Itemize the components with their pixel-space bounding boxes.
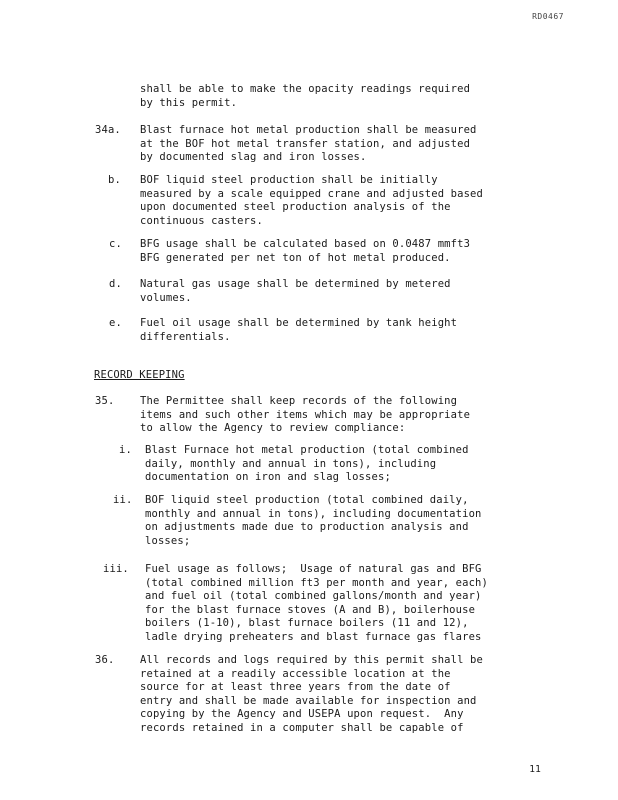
text-line: differentials. [140,330,231,343]
item-34a-text [140,124,530,165]
item-34c-label: c. [109,238,122,250]
text-line: at the BOF hot metal transfer station, and adjusted [140,137,471,150]
text-line: Blast Furnace hot metal production (total combined [145,444,469,456]
text-line: continuous casters. [140,214,263,227]
text-line: source for at least three years from the date of [140,681,451,693]
text-line: by documented slag and iron losses. [140,151,367,163]
text-line: and fuel oil (total combined gallons/month and year) [145,590,482,602]
item-i-text [145,444,530,485]
item-34b-text [140,174,530,228]
text-line: (total combined million ft3 per month and year, each) [145,576,488,589]
text-line: items and such other items which may be appropriate [140,408,471,421]
text-line: entry and shall be made available for inspection and [140,694,477,707]
item-35-text [140,395,530,436]
text-line: BFG generated per net ton of hot metal produced. [140,251,451,264]
item-i-label: i. [119,444,132,456]
text-line: on adjustments made due to production analysis and [145,521,469,533]
text-line: BOF liquid steel production (total combined daily, [145,494,469,506]
document-reference-number: RD0467 [532,12,564,21]
item-34e-text [140,317,530,344]
text-line: upon documented steel production analysis of the [140,201,451,213]
text-line: ladle drying preheaters and blast furnace gas flares [145,630,482,643]
text-line: records retained in a computer shall be capable of [140,721,464,734]
text-line: retained at a readily accessible location at the [140,667,451,680]
text-line: monthly and annual in tons), including documentation [145,507,482,520]
text-line: copying by the Agency and USEPA upon request. Any [140,708,464,720]
text-line: volumes. [140,291,192,304]
text-line: boilers (1-10), blast furnace boilers (11 and 12), [145,617,469,629]
item-34b-label: b. [108,174,121,186]
item-34e-label: e. [109,317,122,329]
intro-paragraph [140,83,530,110]
text-line: daily, monthly and annual in tons), including [145,457,437,470]
text-line: Natural gas usage shall be determined by metered [140,278,451,290]
text-line: Fuel usage as follows; Usage of natural gas and BFG [145,563,482,575]
item-iii-label: iii. [103,563,129,575]
text-line: by this permit. [140,96,238,109]
item-ii-text [145,494,530,548]
record-keeping-heading: RECORD KEEPING [94,369,185,381]
item-36-text [140,654,530,735]
page-number: 11 [529,764,541,775]
item-36-label: 36. [95,654,115,666]
text-line: BFG usage shall be calculated based on 0.0487 mmft3 [140,238,471,250]
item-iii-text [145,563,530,644]
text-line: All records and logs required by this permit shall be [140,654,483,666]
item-34d-text [140,278,530,305]
text-line: losses; [145,534,191,547]
item-34c-text [140,238,530,265]
text-line: The Permittee shall keep records of the following [140,395,458,407]
item-ii-label: ii. [113,494,133,506]
text-line: BOF liquid steel production shall be initially [140,174,438,186]
text-line: Fuel oil usage shall be determined by tank height [140,317,458,329]
text-line: documentation on iron and slag losses; [145,471,391,483]
text-line: Blast furnace hot metal production shall be measured [140,124,477,136]
text-line: for the blast furnace stoves (A and B), boilerhouse [145,603,476,616]
text-line: measured by a scale equipped crane and adjusted based [140,187,483,200]
item-34a-label: 34a. [95,124,121,136]
item-34d-label: d. [109,278,122,290]
text-line: to allow the Agency to review compliance: [140,422,406,434]
text-line: shall be able to make the opacity readings required [140,83,471,95]
item-35-label: 35. [95,395,115,407]
